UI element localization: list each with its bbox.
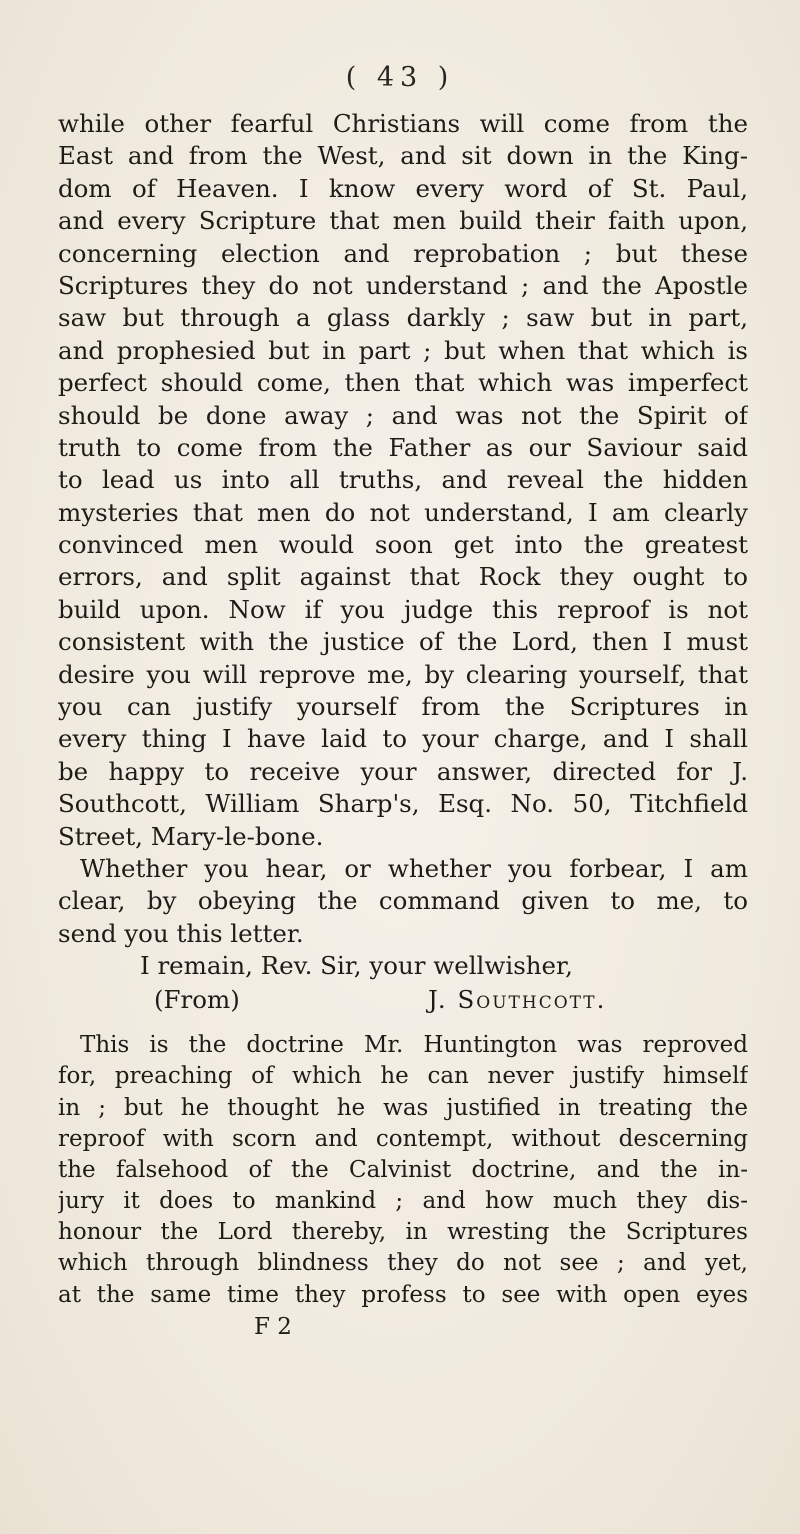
text-line: errors, and split against that Rock they ought to xyxy=(58,562,748,592)
letter-paragraph xyxy=(58,108,748,853)
text-line: saw but through a glass darkly ; saw but in part, xyxy=(58,303,748,333)
page-number: ( 43 ) xyxy=(345,62,455,93)
text-line: send you this letter. xyxy=(58,918,304,948)
text-line: at the same time they profess to see with open eyes xyxy=(58,1281,748,1308)
text-line: reproof with scorn and contempt, without descerning xyxy=(58,1125,748,1152)
text-line: truth to come from the Father as our Saviour said xyxy=(58,432,748,462)
text-line: East and from the West, and sit down in the King- xyxy=(58,141,748,171)
signoff: I remain, Rev. Sir, your wellwisher, xyxy=(140,951,573,981)
text-line: jury it does to mankind ; and how much they dis- xyxy=(58,1188,748,1215)
text-line: to lead us into all truths, and reveal the hidden xyxy=(58,465,748,495)
text-line: perfect should come, then that which was imperfect xyxy=(58,368,748,398)
text-line: and prophesied but in part ; but when that which is xyxy=(58,335,748,365)
text-line: convinced men would soon get into the greatest xyxy=(58,530,748,560)
text-line: build upon. Now if you judge this reproof is not xyxy=(58,594,748,624)
text-line: every thing I have laid to your charge, and I shall xyxy=(58,724,748,754)
text-line: you can justify yourself from the Scriptures in xyxy=(58,692,748,722)
text-line: mysteries that men do not understand, I am clearly xyxy=(58,497,748,527)
text-line: dom of Heaven. I know every word of St. Paul, xyxy=(58,173,748,203)
text-line: in ; but he thought he was justified in treating the xyxy=(58,1094,748,1121)
text-line: consistent with the justice of the Lord, then I must xyxy=(58,627,748,657)
signature-mark: F 2 xyxy=(254,1313,292,1340)
signature xyxy=(58,984,748,1030)
closing-paragraph xyxy=(58,853,748,950)
signature-name: J. Southcott. xyxy=(428,985,607,1015)
text-line: the falsehood of the Calvinist doctrine, and the in- xyxy=(58,1156,748,1183)
text-line: Scriptures they do not understand ; and the Apostle xyxy=(58,270,748,300)
text-line: desire you will reprove me, by clearing yourself, that xyxy=(58,659,748,689)
text-line: be happy to receive your answer, directed for J. xyxy=(58,756,748,786)
text-line: and every Scripture that men build their faith upon, xyxy=(58,206,748,236)
text-line: honour the Lord thereby, in wresting the Scriptures xyxy=(58,1219,748,1246)
text-line: for, preaching of which he can never justify himself xyxy=(58,1063,748,1090)
text-line: concerning election and reprobation ; but these xyxy=(58,238,748,268)
text-line: Whether you hear, or whether you forbear, I am xyxy=(80,853,748,883)
note-paragraph xyxy=(58,1030,748,1311)
text-line: Southcott, William Sharp's, Esq. No. 50, Titchfield xyxy=(58,789,748,819)
text-line: while other fearful Christians will come from the xyxy=(58,109,748,138)
text-line: Street, Mary-le-bone. xyxy=(58,821,324,851)
text-line: This is the doctrine Mr. Huntington was reproved xyxy=(80,1032,748,1059)
text-line: which through blindness they do not see ; and yet, xyxy=(58,1250,748,1277)
signature-from: (From) xyxy=(154,985,240,1015)
letter-body xyxy=(58,108,748,1343)
text-line: clear, by obeying the command given to me, to xyxy=(58,886,748,916)
text-line: should be done away ; and was not the Spirit of xyxy=(58,400,748,430)
